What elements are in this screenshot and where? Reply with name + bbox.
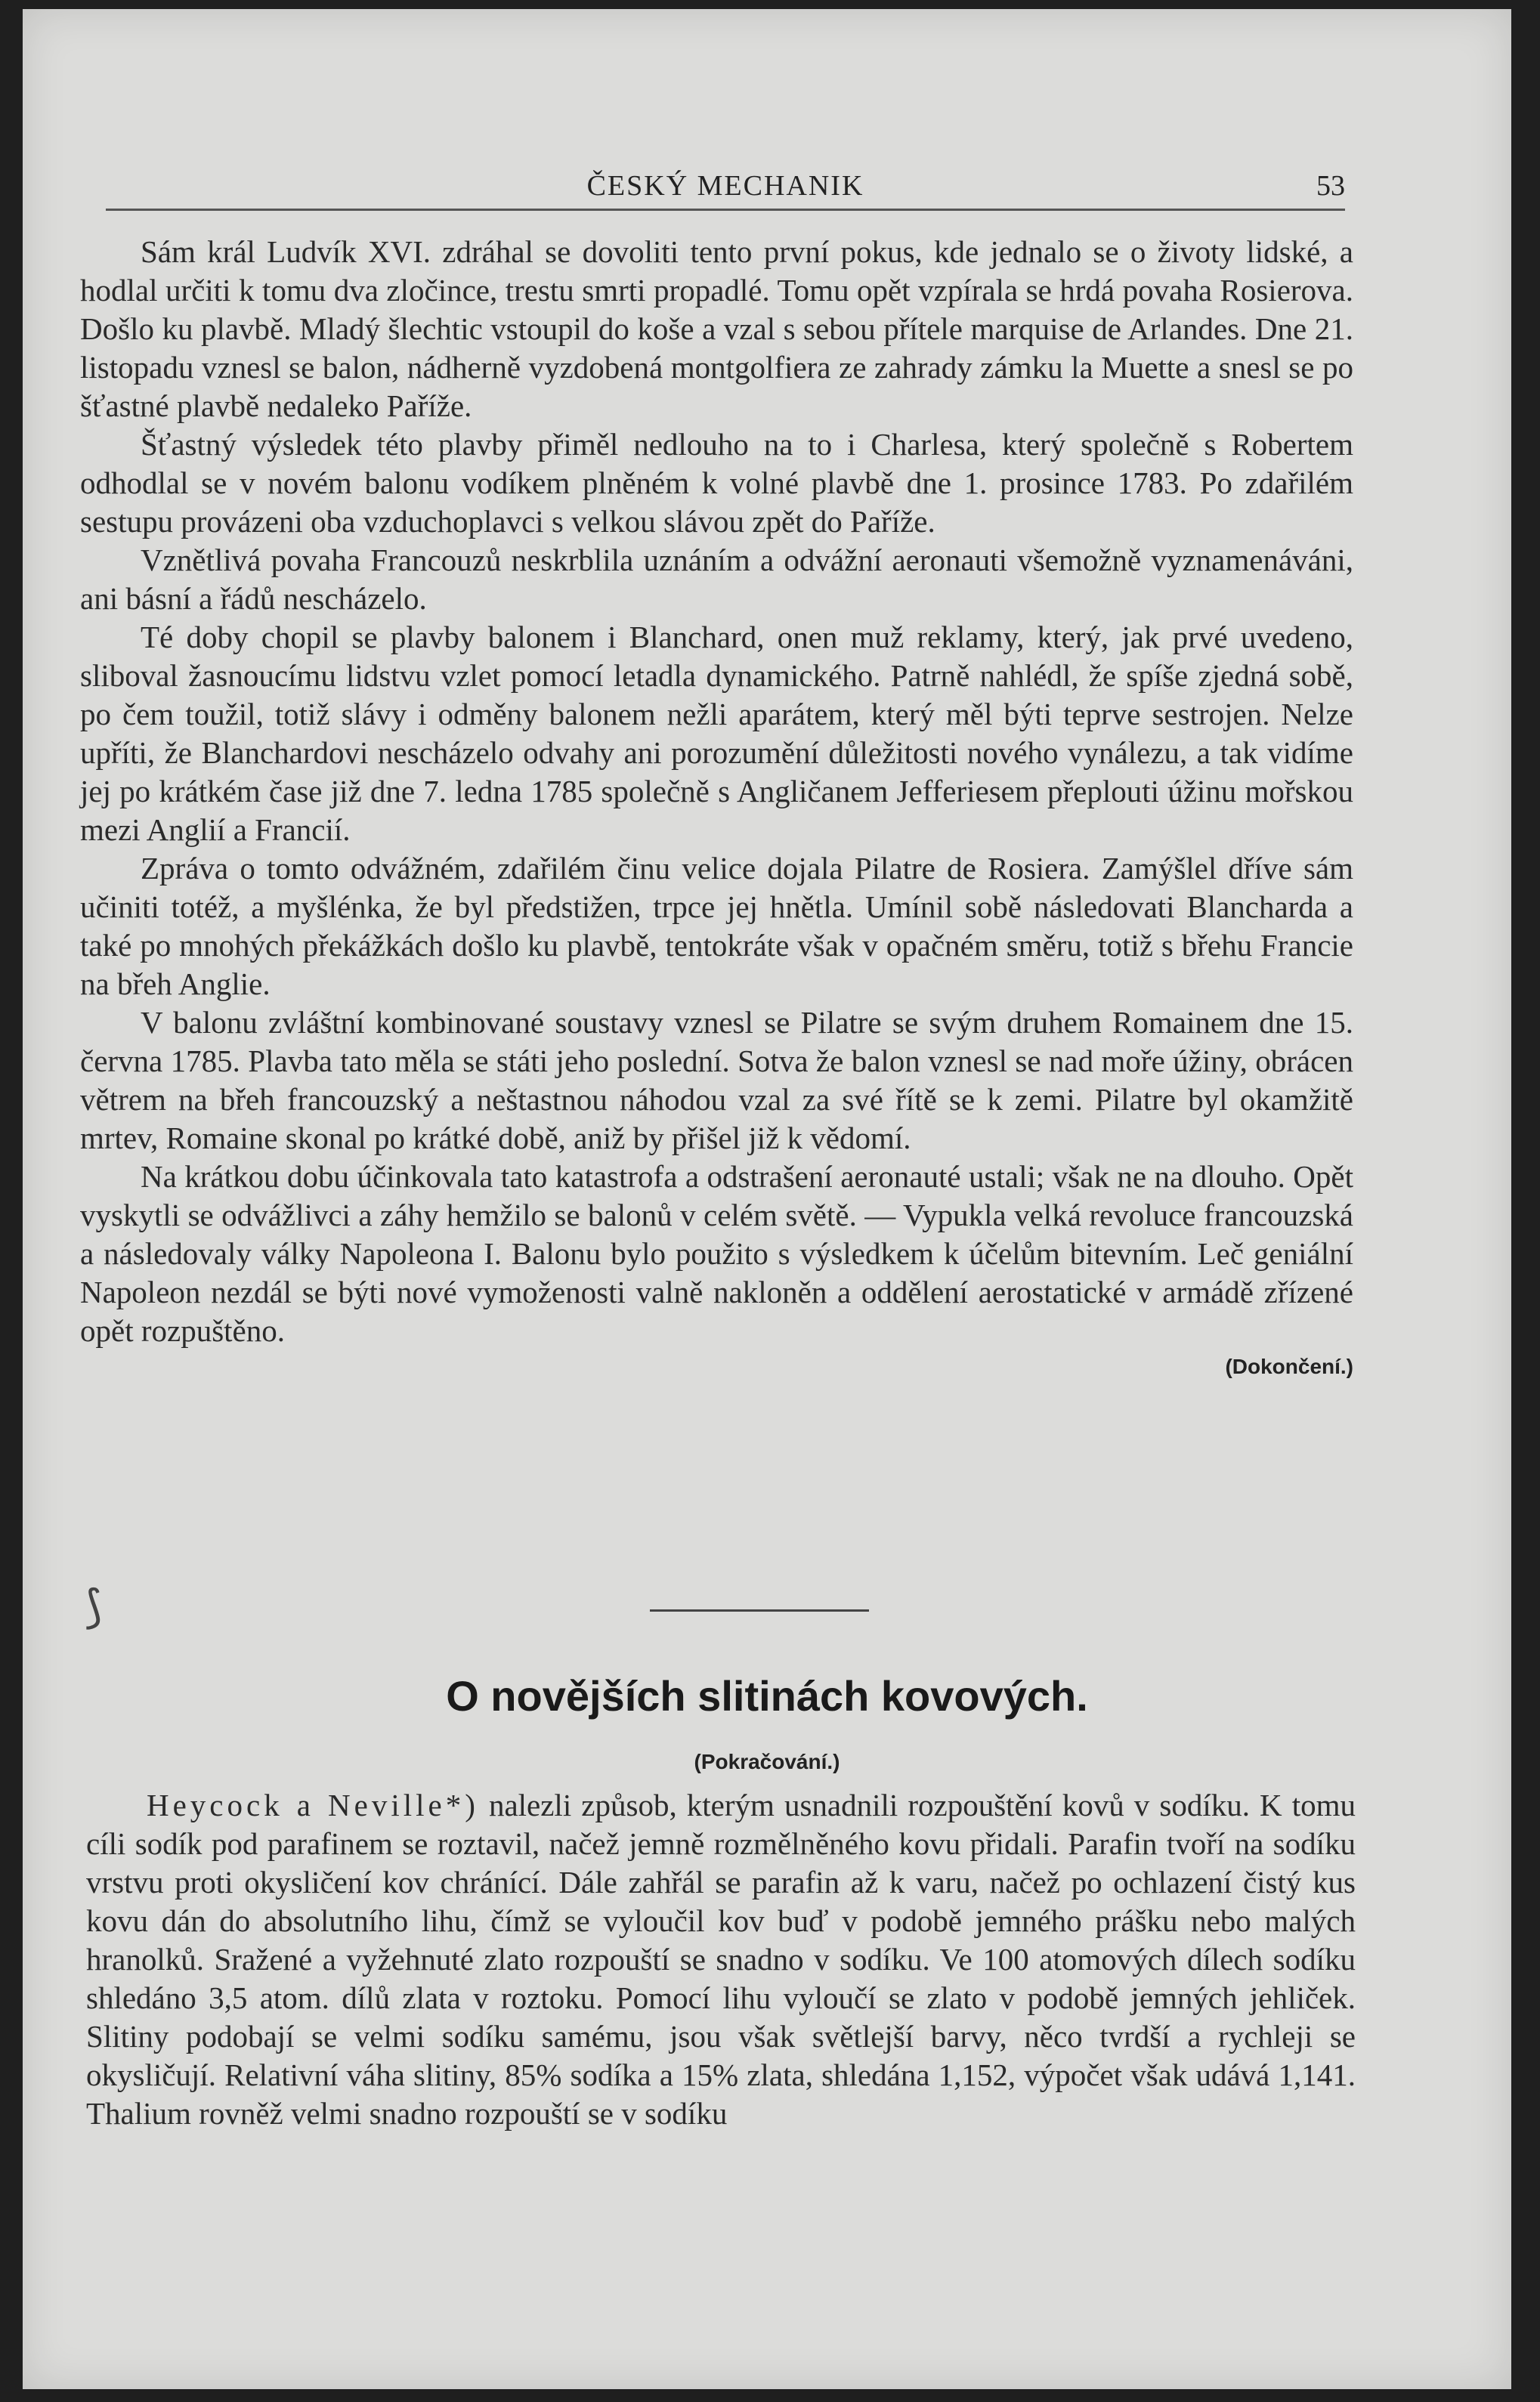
running-title: ČESKÝ MECHANIK [586, 170, 864, 202]
paragraph-text: nalezli způsob, kterým usnadnili rozpouštění kovů v sodíku. K tomu cíli sodík pod parafinem se roztavil, načež jemně rozmělněného kovu přidali. Parafin tvoří na sodíku vrstvu proti okysličení kov chránící. Dále zahřál se parafin až k varu, načež po ochlazení čistý kus kovu dán do absolutního lihu, čímž se vyloučil kov buď v podobě jemného prášku nebo malých hranolků. Sražené a vyžehnuté zlato rozpouští se snadno v sodíku. Ve 100 atomových dílech sodíku shledáno 3,5 atom. dílů zlata v roztoku. Pomocí lihu vyloučí se zlato v podobě jemných jehliček. Slitiny podobají se velmi sodíku samému, jsou však světlejší barvy, něco tvrdší a rychleji se okysličují. Relativní váha slitiny, 85% sodíka a 15% zlata, shledána 1,152, výpočet však udává 1,141. Thalium rovněž velmi snadno rozpouští se v sodíku [86, 1788, 1356, 2131]
running-header [106, 166, 1345, 211]
paragraph: Sám král Ludvík XVI. zdráhal se dovoliti tento první pokus, kde jednalo se o životy lidské, a hodlal určiti k tomu dva zločince, trestu smrti propadlé. Tomu opět vzpírala se hrdá povaha Rosierova. Došlo ku plavbě. Mladý šlechtic vstoupil do koše a vzal s sebou přítele marquise de Arlandes. Dne 21. listopadu vznesl se balon, nádherně vyzdobená montgolfiera ze zahrady zámku la Muette a snesl se po šťastné plavbě nedaleko Paříže. [80, 234, 1353, 423]
paragraph: V balonu zvláštní kombinované soustavy vznesl se Pilatre se svým druhem Romainem dne 15. června 1785. Plavba tato měla se státi jeho poslední. Sotva že balon vznesl se nad moře úžiny, obrácen větrem na břeh francouzský a neštastnou náhodou vzal za své řítě se k zemi. Pilatre byl okamžitě mrtev, Romaine skonal po krátké době, aniž by přišel již k vědomí. [80, 1005, 1353, 1155]
paragraph: Té doby chopil se plavby balonem i Blanchard, onen muž reklamy, který, jak prvé uvedeno, sliboval žasnoucímu lidstvu vzlet pomocí letadla dynamického. Patrně nahlédl, že spíše zjedná sobě, po čem toužil, totiž slávy i odměny balonem nežli aparátem, který měl býti teprve sestrojen. Nelze upříti, že Blanchardovi nescházelo odvahy ani porozumění důležitosti nového vynálezu, a tak vidíme jej po krátkém čase již dne 7. ledna 1785 společně s Angličanem Jefferiesem přeplouti úžinu mořskou mezi Anglií a Francií. [80, 620, 1353, 847]
paragraph: Šťastný výsledek této plavby přiměl nedlouho na to i Charlesa, který společně s Robertem odhodlal se v novém balonu vodíkem plněném k volné plavbě dne 1. prosince 1783. Po zdařilém sestupu provázeni oba vzduchoplavci s velkou slávou zpět do Paříže. [80, 427, 1353, 539]
paragraph: Zpráva o tomto odvážném, zdařilém činu velice dojala Pilatre de Rosiera. Zamýšlel dříve sám učiniti totéž, a myšlénka, že byl předstižen, trpce jej hnětla. Umínil sobě následovati Blancharda a také po mnohých překážkách došlo ku plavbě, tentokráte však v opačném směru, totiž s břehu Francie na břeh Anglie. [80, 851, 1353, 1001]
page-number: 53 [1316, 170, 1345, 202]
paragraph: Na krátkou dobu účinkovala tato katastrofa a odstrašení aeronauté ustali; však ne na dlouho. Opět vyskytli se odvážlivci a záhy hemžilo se balonů v celém světě. — Vypukla velká revoluce francouzská a následovaly války Napoleona I. Balonu bylo použito s výsledkem k účelům bitevním. Leč geniální Napoleon nezdál se býti nové vymoženosti valně nakloněn a oddělení aerostatické v armádě zřízené opět rozpuštěno. [80, 1159, 1353, 1348]
section-divider [650, 1609, 869, 1612]
article-body [86, 1786, 1356, 2133]
article-title: O novějších slitinách kovových. [446, 1672, 1088, 1720]
margin-mark: ⟆ [85, 1581, 103, 1634]
book-page [23, 9, 1511, 2389]
article-continuation [80, 233, 1353, 1380]
continued-note: (Pokračování.) [694, 1750, 840, 1773]
paragraph [86, 1786, 1356, 2133]
authors: Heycock a Neville*) [147, 1788, 479, 1822]
continuation-note: (Dokončení.) [1225, 1355, 1353, 1378]
paragraph: Vznětlivá povaha Francouzů neskrblila uznáním a odvážní aeronauti všemožně vyznamenáváni, ani básní a řádů nescházelo. [80, 543, 1353, 616]
